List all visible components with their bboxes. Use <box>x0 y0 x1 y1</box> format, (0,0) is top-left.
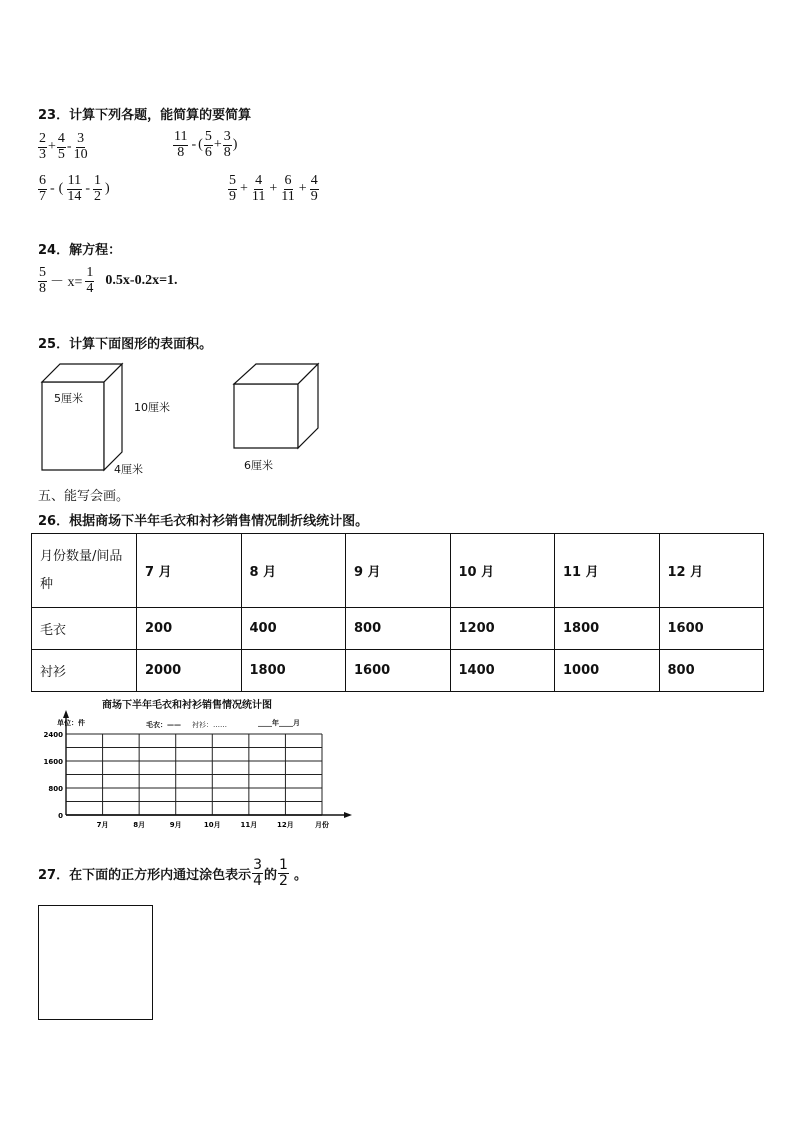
table-cell: 2000 <box>137 650 242 692</box>
q25-title: 25．计算下面图形的表面积。 <box>38 337 213 352</box>
table-row <box>32 650 764 692</box>
q23-expression-3: $\frac{6}{7}$ - ( $\frac{11}{14}$ - $\frac{1}{2}$ ) <box>39 173 110 204</box>
row-label: 衬衫 <box>32 650 137 692</box>
month-header: 8 月 <box>241 534 346 608</box>
table-cell: 800 <box>659 650 764 692</box>
q23-expression-1: $\frac{2}{3}$ + $\frac{4}{5}$ - $\frac{3}{10}$ <box>39 131 88 162</box>
table-cell: 1200 <box>450 608 555 650</box>
table-cell: 200 <box>137 608 242 650</box>
x-axis-end-label: 月份 <box>315 821 329 829</box>
q24-title: 24．解方程： <box>38 243 122 258</box>
y-tick-label: 0 <box>58 812 63 820</box>
x-tick-label: 11月 <box>240 821 258 829</box>
month-header: 9 月 <box>346 534 451 608</box>
month-header: 7 月 <box>137 534 242 608</box>
line-chart <box>30 700 360 840</box>
table-cell: 1800 <box>241 650 346 692</box>
y-tick-label: 800 <box>48 785 63 793</box>
shading-square[interactable] <box>38 905 153 1020</box>
table-cell: 1600 <box>346 650 451 692</box>
table-row <box>32 608 764 650</box>
y-axis-arrow <box>63 710 69 718</box>
sales-table <box>31 533 764 692</box>
table-cell: 1600 <box>659 608 764 650</box>
x-tick-label: 7月 <box>96 821 109 829</box>
x-axis-arrow <box>344 812 352 818</box>
table-cell: 800 <box>346 608 451 650</box>
table-cell: 1800 <box>555 608 660 650</box>
cuboid-height-label: 10厘米 <box>134 401 170 414</box>
chart-date-blank: ____年____月 <box>258 719 300 727</box>
x-tick-label: 9月 <box>169 821 182 829</box>
cube-edge-label: 6厘米 <box>244 459 273 472</box>
q24-equations: $\frac{5}{8}$ － x= $\frac{1}{4}$ 0.5x-0.2x=1. <box>39 265 178 296</box>
q23-title: 23．计算下列各题，能简算的要简算 <box>38 108 252 123</box>
row-label: 毛衣 <box>32 608 137 650</box>
x-tick-label: 8月 <box>133 821 146 829</box>
table-corner-cell: 月份数量/间品种 <box>32 534 137 608</box>
chart-unit-label: 单位：件 <box>57 719 85 727</box>
month-header: 12 月 <box>659 534 764 608</box>
cuboid-figure <box>36 360 136 475</box>
month-header: 10 月 <box>450 534 555 608</box>
cuboid-front-label: 5厘米 <box>54 392 83 405</box>
y-tick-label: 2400 <box>43 731 63 739</box>
y-tick-label: 1600 <box>43 758 63 766</box>
table-cell: 1000 <box>555 650 660 692</box>
table-header-row <box>32 534 764 608</box>
table-cell: 400 <box>241 608 346 650</box>
chart-legend-sweater: 毛衣：—— <box>146 721 181 729</box>
cube-figure <box>230 362 322 452</box>
section-five-heading: 五、能写会画。 <box>38 489 130 504</box>
cuboid-depth-label: 4厘米 <box>114 463 143 476</box>
q26-title: 26．根据商场下半年毛衣和衬衫销售情况制折线统计图。 <box>38 514 369 529</box>
table-cell: 1400 <box>450 650 555 692</box>
q23-expression-2: $\frac{11}{8}$ - ( $\frac{5}{6}$ + $\frac{3}{8}$ ) <box>174 129 238 160</box>
chart-legend-shirt: 衬衫：…… <box>192 721 227 729</box>
x-tick-label: 12月 <box>277 821 294 829</box>
x-tick-label: 10月 <box>203 821 221 829</box>
q27-title: 27．在下面的正方形内通过涂色表示 $\frac{3}{4}$ 的 $\frac{1}{2}$ 。 <box>38 857 307 889</box>
month-header: 11 月 <box>555 534 660 608</box>
q23-expression-4: $\frac{5}{9}$ + $\frac{4}{11}$ + $\frac{6}{11}$ + $\frac{4}{9}$ <box>229 173 318 204</box>
chart-title: 商场下半年毛衣和衬衫销售情况统计图 <box>102 700 272 711</box>
